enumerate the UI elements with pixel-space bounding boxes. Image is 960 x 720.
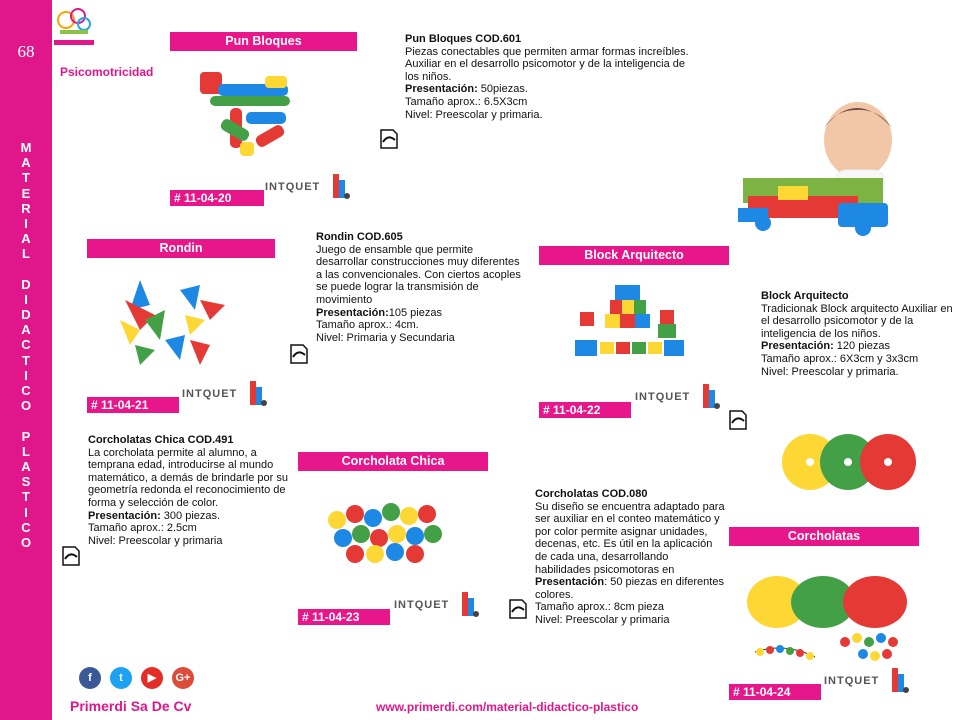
code-corcholatas: # 11-04-24: [729, 684, 821, 700]
vertical-title-letter: A: [21, 155, 31, 171]
google-plus-icon[interactable]: G+: [172, 667, 194, 689]
vertical-title-letter: L: [22, 443, 30, 459]
brand-logo-text: INTQUET: [182, 388, 238, 400]
header-corcholata-chica: Corcholata Chica: [298, 452, 488, 471]
pdf-icon[interactable]: [728, 409, 748, 431]
intquet-logo: [392, 588, 484, 620]
vertical-title-letter: S: [21, 474, 31, 490]
vertical-title-letter: I: [24, 291, 28, 307]
vertical-title-letter: A: [21, 458, 31, 474]
vertical-title-letter: A: [21, 231, 31, 247]
brand-logo-text: INTQUET: [265, 181, 321, 193]
intquet-logo: [633, 380, 725, 412]
pdf-icon[interactable]: [61, 545, 81, 567]
header-block-arquitecto: Block Arquitecto: [539, 246, 729, 265]
block-arquitecto-image: [570, 280, 690, 365]
desc-block-arquitecto: Block Arquitecto Tradicionak Block arquitecto Auxiliar en el desarrollo psicomotor y de la inteligencia de los niños. Presentación: 120 piezas Tamaño aprox.: 6X3cm y 3x3cm Nivel: Preescolar y primaria.: [761, 290, 953, 378]
code-corcholata-chica: # 11-04-23: [298, 609, 390, 625]
vertical-title: [16, 140, 36, 550]
vertical-title-letter: [16, 262, 36, 277]
child-playing-photo: [678, 78, 960, 256]
pdf-icon[interactable]: [508, 598, 528, 620]
footer-url[interactable]: www.primerdi.com/material-didactico-plastico: [376, 700, 639, 714]
vertical-title-letter: O: [20, 534, 32, 550]
intquet-logo: [263, 170, 355, 202]
vertical-title-letter: A: [21, 322, 31, 338]
brand-logo-text: INTQUET: [635, 391, 691, 403]
pdf-icon[interactable]: [289, 343, 309, 365]
corcholatas-large-image: [780, 430, 920, 495]
desc-corcholata-chica: Corcholatas Chica COD.491 La corcholata permite al alumno, a temprana edad, introducirse al mundo matemático, a demás de brindarle por su geometría redonda el reconocimiento de forma y selección de color. Presentación: 300 piezas. Tamaño aprox.: 2.5cm Nivel: Preescolar y primaria: [88, 434, 288, 547]
rondin-image: [110, 270, 240, 370]
corcholata-chica-image: [325, 500, 450, 565]
vertical-title-letter: C: [21, 519, 31, 535]
vertical-title-letter: C: [21, 337, 31, 353]
vertical-title-letter: [16, 413, 36, 428]
vertical-title-letter: T: [22, 489, 30, 505]
vertical-title-letter: D: [21, 276, 31, 292]
twitter-icon[interactable]: t: [110, 667, 132, 689]
section-label: Psicomotricidad: [60, 65, 154, 79]
desc-corcholatas: Corcholatas COD.080 Su diseño se encuentra adaptado para ser auxiliar en el conteo matemático y por color permite asignar unidades, decenas, etc. Es útil en la aplicación de cada una, desarrollando habilidades psicomotoras en Presentación: 50 piezas en diferentes colores. Tamaño aprox.: 8cm pieza Nivel: Preescolar y primaria: [535, 488, 725, 626]
code-pun-bloques: # 11-04-20: [170, 190, 264, 206]
intquet-logo: [822, 664, 914, 696]
code-block-arquitecto: # 11-04-22: [539, 402, 631, 418]
intquet-logo: [180, 377, 272, 409]
header-rondin: Rondin: [87, 239, 275, 258]
vertical-title-letter: C: [21, 383, 31, 398]
vertical-title-letter: O: [20, 398, 32, 414]
company-logo: [54, 2, 94, 38]
vertical-title-letter: T: [22, 170, 30, 186]
pun-bloques-image: [190, 62, 300, 162]
vertical-title-letter: T: [22, 352, 30, 368]
vertical-title-letter: I: [24, 367, 28, 383]
vertical-title-letter: R: [21, 200, 31, 216]
brand-logo-text: INTQUET: [824, 675, 880, 687]
brand-logo-text: INTQUET: [394, 599, 450, 611]
vertical-title-letter: M: [20, 140, 32, 155]
vertical-title-letter: E: [21, 185, 31, 201]
header-pun-bloques: Pun Bloques: [170, 32, 357, 51]
vertical-title-letter: D: [21, 307, 31, 323]
desc-pun-bloques: Pun Bloques COD.601 Piezas conectables que permiten armar formas increíbles. Auxiliar en el desarrollo psicomotor y de la inteligencia de los niños. Presentación: 50piezas. Tamaño aprox.: 6.5X3cm Nivel: Preescolar y primaria.: [405, 33, 689, 121]
logo-underline: [54, 40, 94, 45]
header-corcholatas: Corcholatas: [729, 527, 919, 546]
vertical-title-letter: I: [24, 504, 28, 520]
vertical-title-letter: I: [24, 215, 28, 231]
facebook-icon[interactable]: f: [79, 667, 101, 689]
pdf-icon[interactable]: [379, 128, 399, 150]
desc-rondin: Rondin COD.605 Juego de ensamble que permite desarrollar construcciones muy diferentes a las convencionales. Con ciertos acoples se puede lograr la transmisión de movimiento Presentación:105 piezas Tamaño aprox.: 4cm. Nivel: Primaria y Secundaria: [316, 231, 521, 344]
code-rondin: # 11-04-21: [87, 397, 179, 413]
vertical-title-letter: L: [22, 246, 30, 262]
page-number: 68: [17, 42, 35, 61]
vertical-title-letter: P: [21, 428, 31, 444]
footer-company: Primerdi Sa De Cv: [70, 698, 192, 714]
corcholatas-image: [745, 572, 915, 672]
youtube-icon[interactable]: ▶: [141, 667, 163, 689]
